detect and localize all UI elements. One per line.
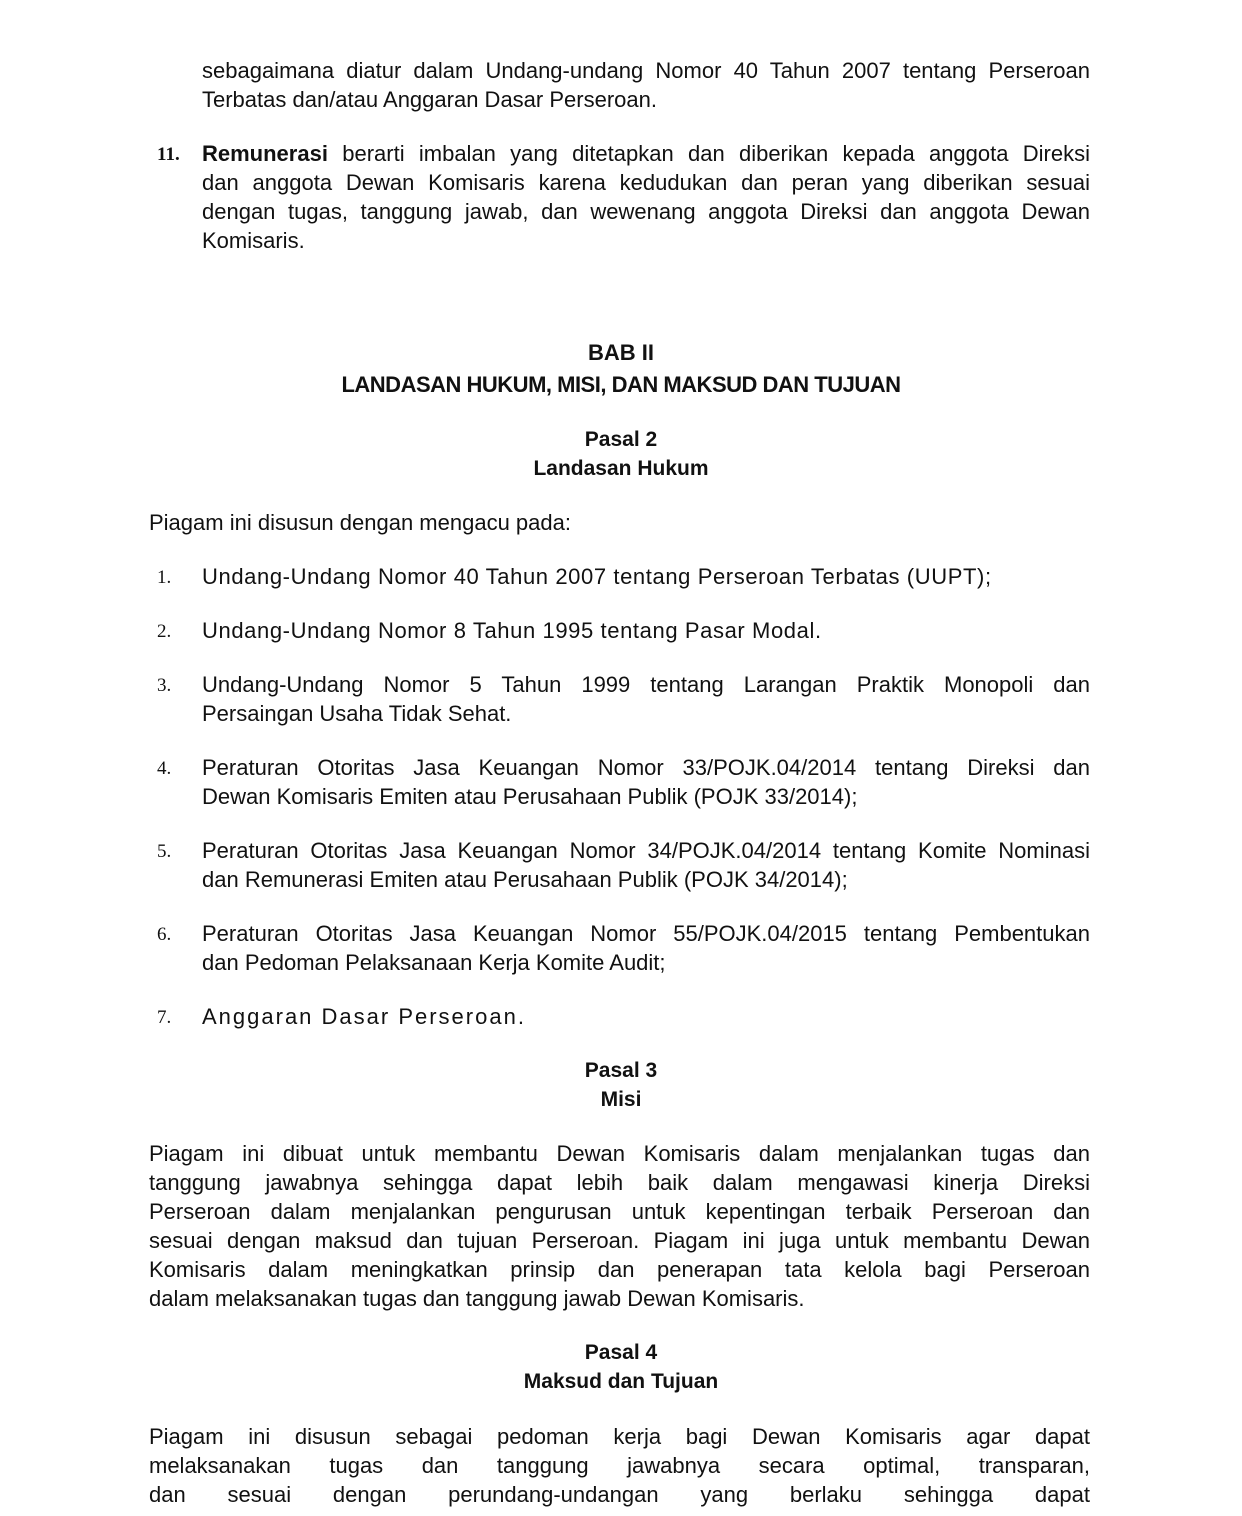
text-line: Undang-Undang Nomor 8 Tahun 1995 tentang Pasar Modal.: [202, 618, 822, 643]
defined-term: Remunerasi: [202, 141, 328, 166]
text-line: Persaingan Usaha Tidak Sehat.: [202, 701, 512, 726]
definition-paragraph: [202, 139, 1090, 255]
text-line: Piagam ini disusun dengan mengacu pada:: [149, 510, 571, 535]
article-heading: Pasal 3: [584, 1059, 658, 1082]
text-line: Piagam ini dibuat untuk membantu Dewan Komisaris dalam menjalankan tugas dan: [149, 1141, 1090, 1166]
list-item: [202, 1002, 1090, 1031]
list-number: 5.: [157, 841, 172, 862]
text-line: dan anggota Dewan Komisaris karena kedudukan dan peran yang diberikan sesuai: [202, 170, 1090, 195]
text-line: [202, 139, 1090, 168]
intro-paragraph: [149, 508, 1090, 537]
continuation-paragraph: [202, 56, 1090, 114]
text-line: Undang-Undang Nomor 40 Tahun 2007 tentang Perseroan Terbatas (UUPT);: [202, 564, 992, 589]
text-line: Terbatas dan/atau Anggaran Dasar Perseroan.: [202, 87, 657, 112]
text-line: Peraturan Otoritas Jasa Keuangan Nomor 55/POJK.04/2015 tentang Pembentukan: [202, 921, 1090, 946]
chapter-number: BAB II: [588, 340, 654, 365]
text-line: Perseroan dalam menjalankan pengurusan untuk kepentingan terbaik Perseroan dan: [149, 1199, 1090, 1224]
list-number: 11.: [157, 144, 180, 165]
text-line: Peraturan Otoritas Jasa Keuangan Nomor 33/POJK.04/2014 tentang Direksi dan: [202, 755, 1090, 780]
article-title: Misi: [600, 1088, 642, 1111]
text-line: Undang-Undang Nomor 5 Tahun 1999 tentang Larangan Praktik Monopoli dan: [202, 672, 1090, 697]
text-line: dan sesuai dengan perundang-undangan yang berlaku sehingga dapat: [149, 1482, 1090, 1507]
text-line: dan Remunerasi Emiten atau Perusahaan Publik (POJK 34/2014);: [202, 867, 848, 892]
text-line: Dewan Komisaris Emiten atau Perusahaan Publik (POJK 33/2014);: [202, 784, 858, 809]
text-line: dalam melaksanakan tugas dan tanggung jawab Dewan Komisaris.: [149, 1286, 805, 1311]
text-line: dengan tugas, tanggung jawab, dan wewenang anggota Direksi dan anggota Dewan: [202, 199, 1090, 224]
purpose-paragraph: [149, 1422, 1090, 1509]
article-heading: Pasal 2: [584, 428, 658, 451]
article-title: Landasan Hukum: [533, 457, 709, 480]
list-number: 7.: [157, 1007, 172, 1028]
list-item: [202, 670, 1090, 728]
list-item: [202, 562, 1090, 591]
list-number: 6.: [157, 924, 172, 945]
text-line: sesuai dengan maksud dan tujuan Perseroan. Piagam ini juga untuk membantu Dewan: [149, 1228, 1090, 1253]
text-line: tanggung jawabnya sehingga dapat lebih baik dalam mengawasi kinerja Direksi: [149, 1170, 1090, 1195]
chapter-title: LANDASAN HUKUM, MISI, DAN MAKSUD DAN TUJUAN: [341, 372, 901, 397]
mission-paragraph: [149, 1139, 1090, 1313]
list-number: 2.: [157, 621, 172, 642]
text-line: dan Pedoman Pelaksanaan Kerja Komite Audit;: [202, 950, 666, 975]
text-line: Komisaris dalam meningkatkan prinsip dan penerapan tata kelola bagi Perseroan: [149, 1257, 1090, 1282]
list-number: 3.: [157, 675, 172, 696]
list-item: [202, 919, 1090, 977]
text-line: Peraturan Otoritas Jasa Keuangan Nomor 34/POJK.04/2014 tentang Komite Nominasi: [202, 838, 1090, 863]
list-item: [202, 836, 1090, 894]
text-line: Piagam ini disusun sebagai pedoman kerja bagi Dewan Komisaris agar dapat: [149, 1424, 1090, 1449]
text-line: Komisaris.: [202, 228, 305, 253]
list-item: [202, 616, 1090, 645]
text-line: melaksanakan tugas dan tanggung jawabnya secara optimal, transparan,: [149, 1453, 1090, 1478]
list-number: 1.: [157, 567, 172, 588]
text-line: sebagaimana diatur dalam Undang-undang Nomor 40 Tahun 2007 tentang Perseroan: [202, 58, 1090, 83]
text-line: Anggaran Dasar Perseroan.: [202, 1004, 526, 1029]
article-heading: Pasal 4: [584, 1341, 658, 1364]
article-title: Maksud dan Tujuan: [523, 1370, 719, 1393]
definition-text: berarti imbalan yang ditetapkan dan diberikan kepada anggota Direksi: [327, 141, 1090, 166]
list-item: [202, 753, 1090, 811]
list-number: 4.: [157, 758, 172, 779]
